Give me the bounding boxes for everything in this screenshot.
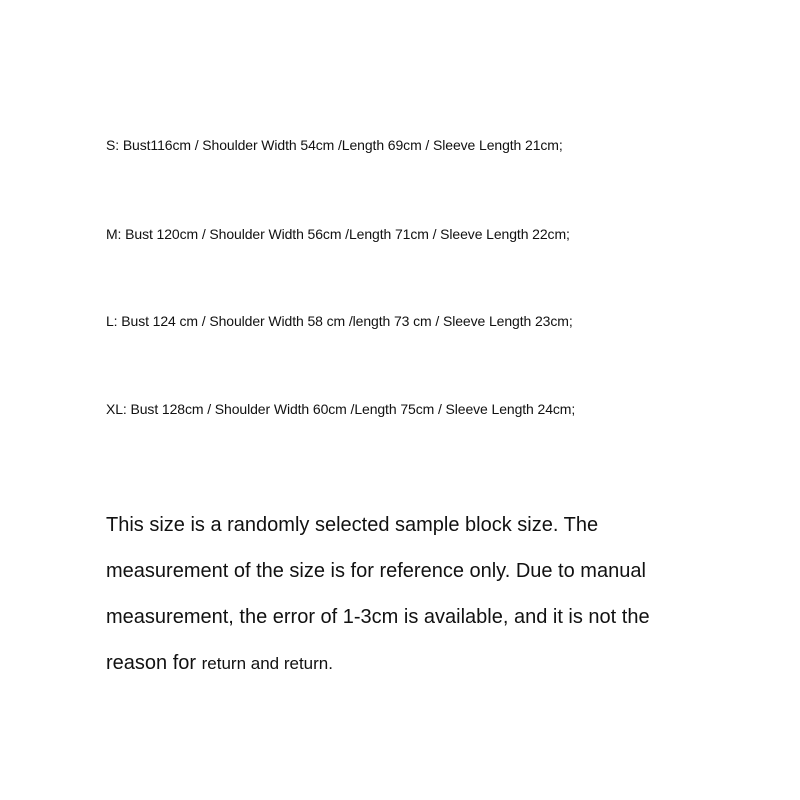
size-row-m: M: Bust 120cm / Shoulder Width 56cm /Length 71cm / Sleeve Length 22cm; [106,226,570,242]
size-row-l: L: Bust 124 cm / Shoulder Width 58 cm /length 73 cm / Sleeve Length 23cm; [106,313,573,329]
note-line-4-start: reason for [106,652,202,674]
note-line-3: measurement, the error of 1-3cm is available, and it is not the [106,606,650,628]
size-row-xl: XL: Bust 128cm / Shoulder Width 60cm /Length 75cm / Sleeve Length 24cm; [106,401,576,417]
note-line-4-end: return and return. [201,654,333,673]
size-row-s: S: Bust116cm / Shoulder Width 54cm /Length 69cm / Sleeve Length 21cm; [106,137,563,153]
note-line-1: This size is a randomly selected sample block size. The [106,514,599,536]
note-line-2: measurement of the size is for reference only. Due to manual [106,560,646,582]
size-disclaimer-note [106,502,746,687]
note-line-4 [106,640,746,687]
